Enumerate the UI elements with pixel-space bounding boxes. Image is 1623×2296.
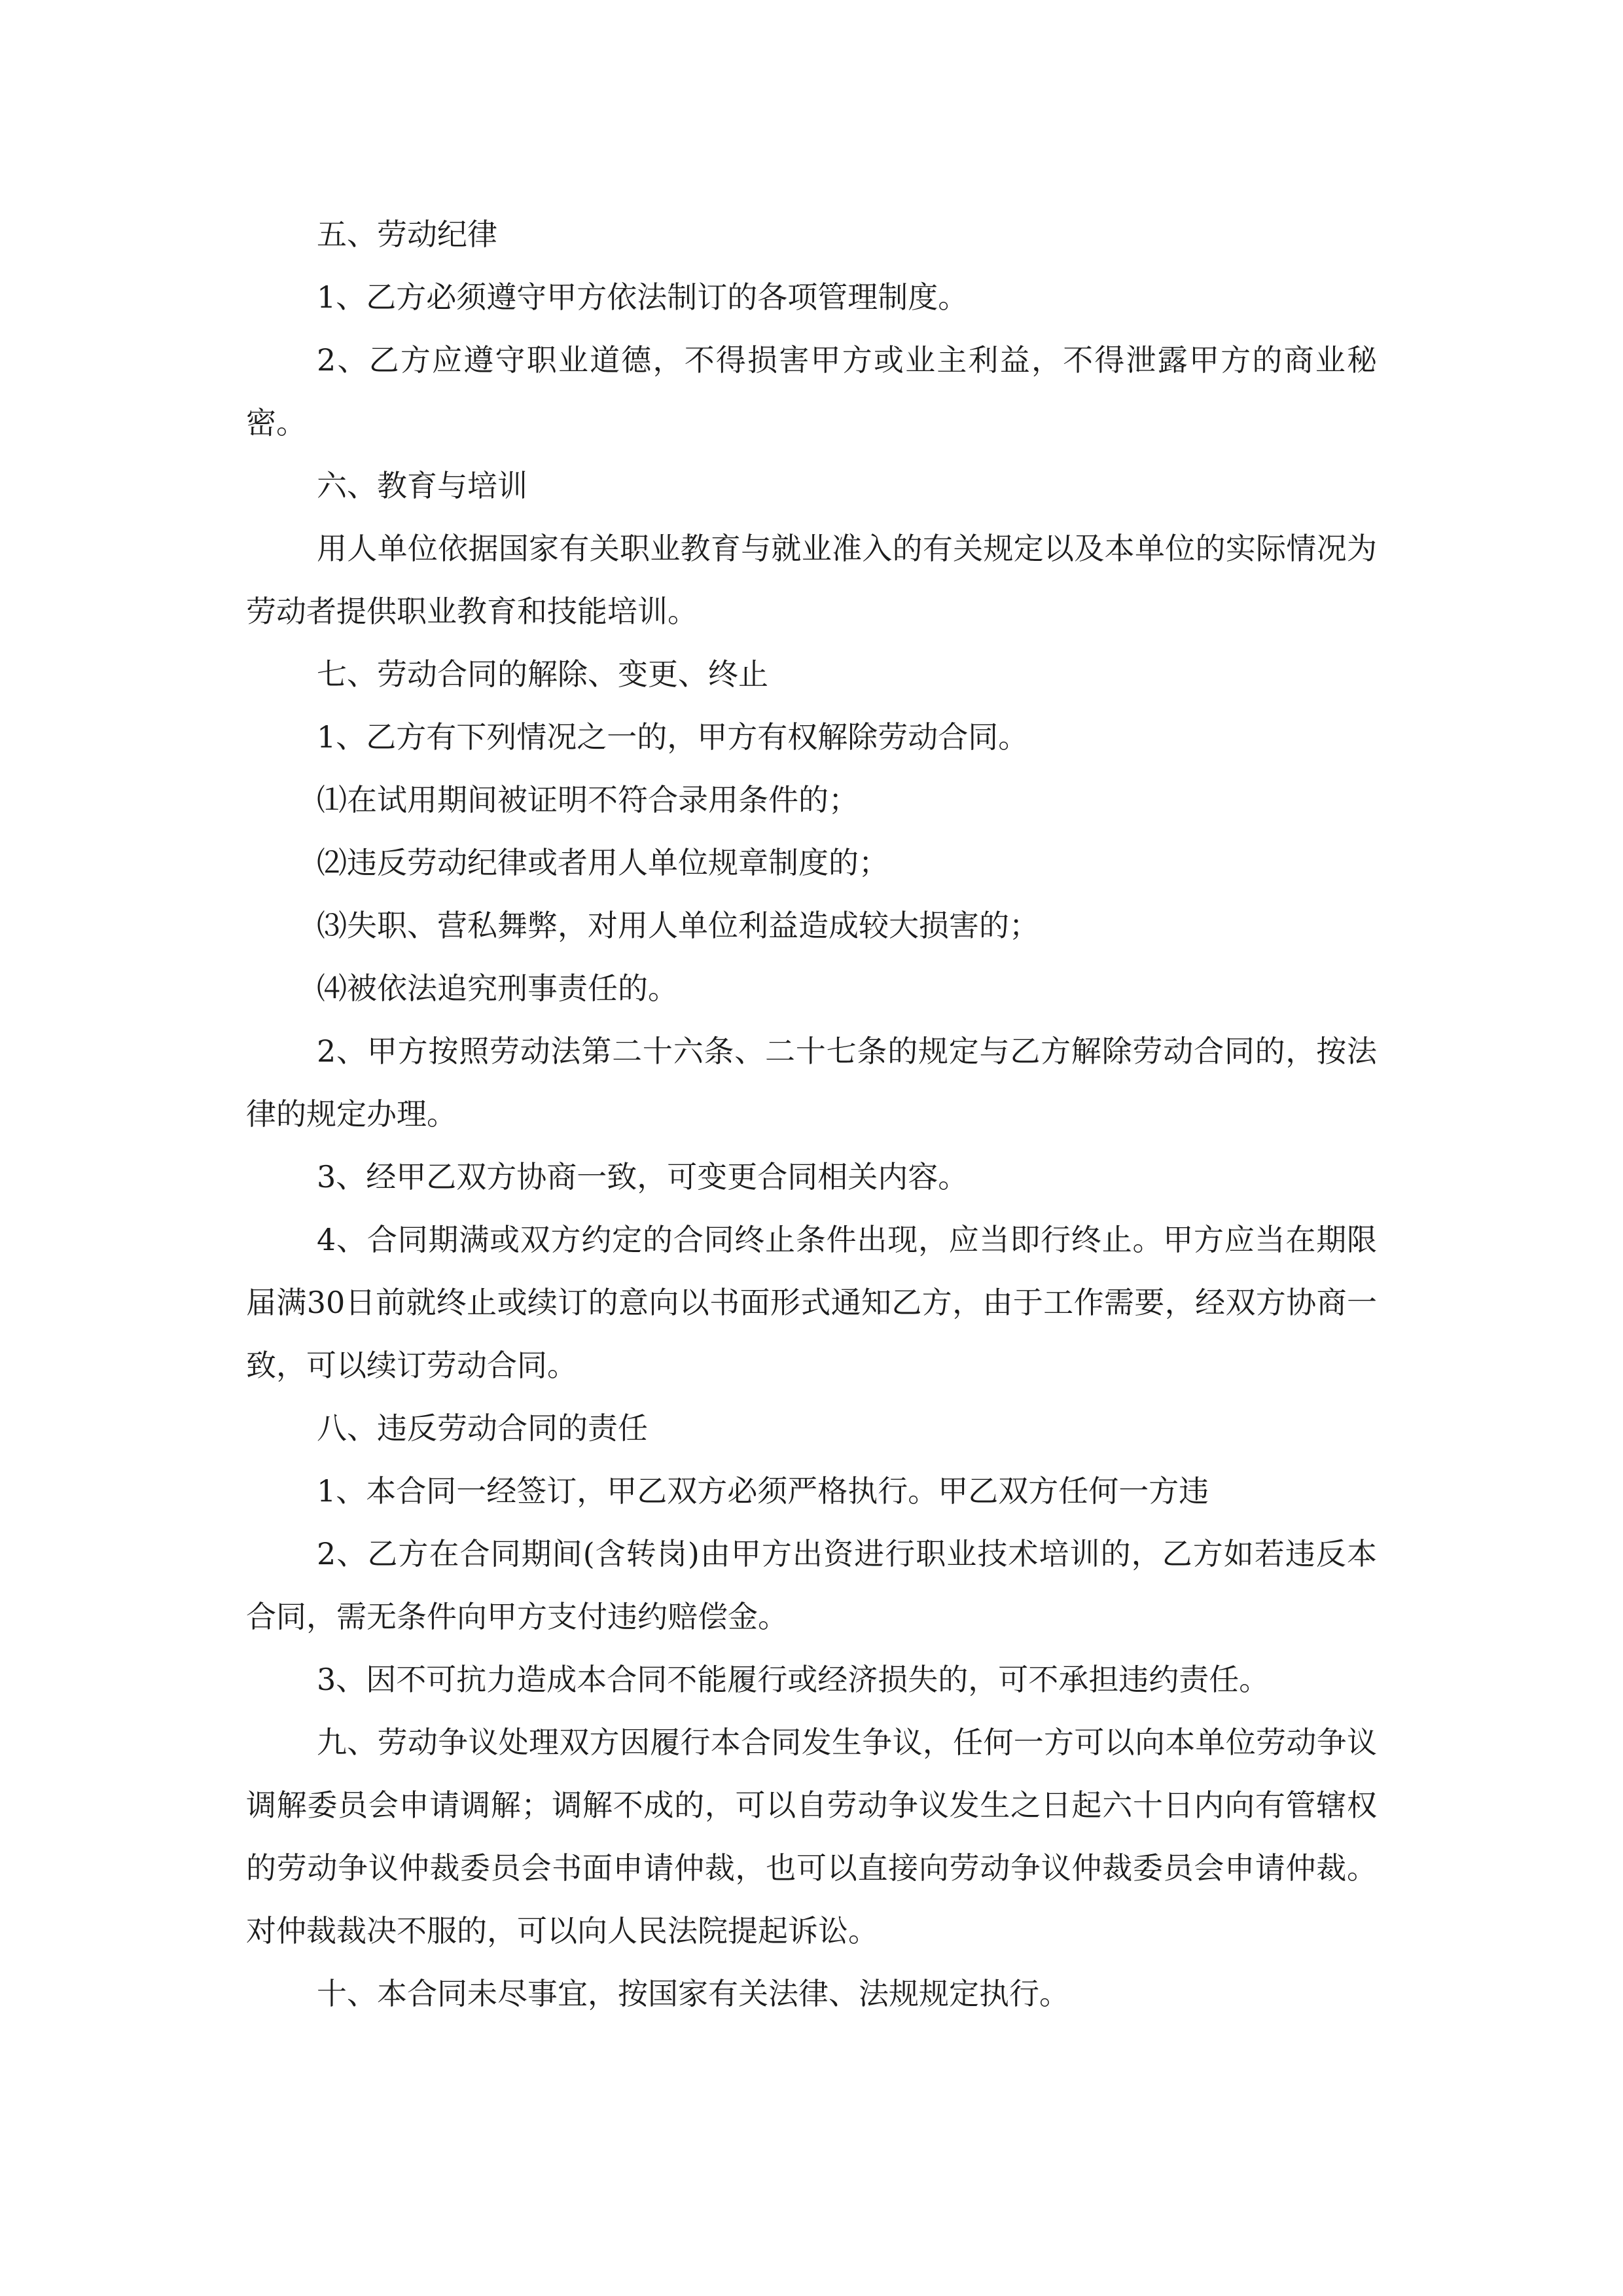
list-item: ⑶失职、营私舞弊，对用人单位利益造成较大损害的； — [317, 908, 1039, 943]
section-heading-breach-liability: 八、违反劳动合同的责任 — [317, 1410, 648, 1446]
list-item: ⑴在试用期间被证明不符合录用条件的； — [317, 782, 859, 817]
paragraph: 3、经甲乙双方协商一致，可变更合同相关内容。 — [317, 1159, 969, 1194]
section-heading-dispute-resolution: 九、劳动争议处理双方因履行本合同发生争议，任何一方可以向本单位劳动争议调解委员会申请调解；调解不成的，可以自劳动争议发生之日起六十日内向有管辖权的劳动争议仲裁委员会书面申请仲裁，也可以直接向劳动争议仲裁委员会申请仲裁。对仲裁裁决不服的，可以向人民法院提起诉讼。 — [246, 1725, 1377, 1948]
list-item: ⑷被依法追究刑事责任的。 — [317, 971, 678, 1006]
section-heading-contract-termination: 七、劳动合同的解除、变更、终止 — [317, 656, 768, 692]
section-heading-labor-discipline: 五、劳动纪律 — [317, 217, 497, 252]
paragraph: 1、本合同一经签订，甲乙双方必须严格执行。甲乙双方任何一方违 — [317, 1473, 1209, 1509]
paragraph: 2、甲方按照劳动法第二十六条、二十七条的规定与乙方解除劳动合同的，按法律的规定办理。 — [246, 1033, 1377, 1132]
list-item: ⑵违反劳动纪律或者用人单位规章制度的； — [317, 845, 889, 880]
paragraph: 2、乙方应遵守职业道德，不得损害甲方或业主利益，不得泄露甲方的商业秘密。 — [246, 342, 1377, 440]
document-body — [246, 203, 1377, 2025]
section-heading-education-training: 六、教育与培训 — [317, 468, 527, 503]
paragraph: 1、乙方必须遵守甲方依法制订的各项管理制度。 — [317, 279, 969, 315]
paragraph: 3、因不可抗力造成本合同不能履行或经济损失的，可不承担违约责任。 — [317, 1662, 1270, 1697]
paragraph: 用人单位依据国家有关职业教育与就业准入的有关规定以及本单位的实际情况为劳动者提供职业教育和技能培训。 — [246, 531, 1377, 629]
paragraph: 4、合同期满或双方约定的合同终止条件出现，应当即行终止。甲方应当在期限届满30日前就终止或续订的意向以书面形式通知乙方，由于工作需要，经双方协商一致，可以续订劳动合同。 — [246, 1222, 1377, 1383]
section-heading-miscellaneous: 十、本合同未尽事宜，按国家有关法律、法规规定执行。 — [317, 1976, 1069, 2011]
paragraph: 2、乙方在合同期间(含转岗)由甲方出资进行职业技术培训的，乙方如若违反本合同，需无条件向甲方支付违约赔偿金。 — [246, 1536, 1377, 1634]
paragraph: 1、乙方有下列情况之一的，甲方有权解除劳动合同。 — [317, 719, 1029, 755]
